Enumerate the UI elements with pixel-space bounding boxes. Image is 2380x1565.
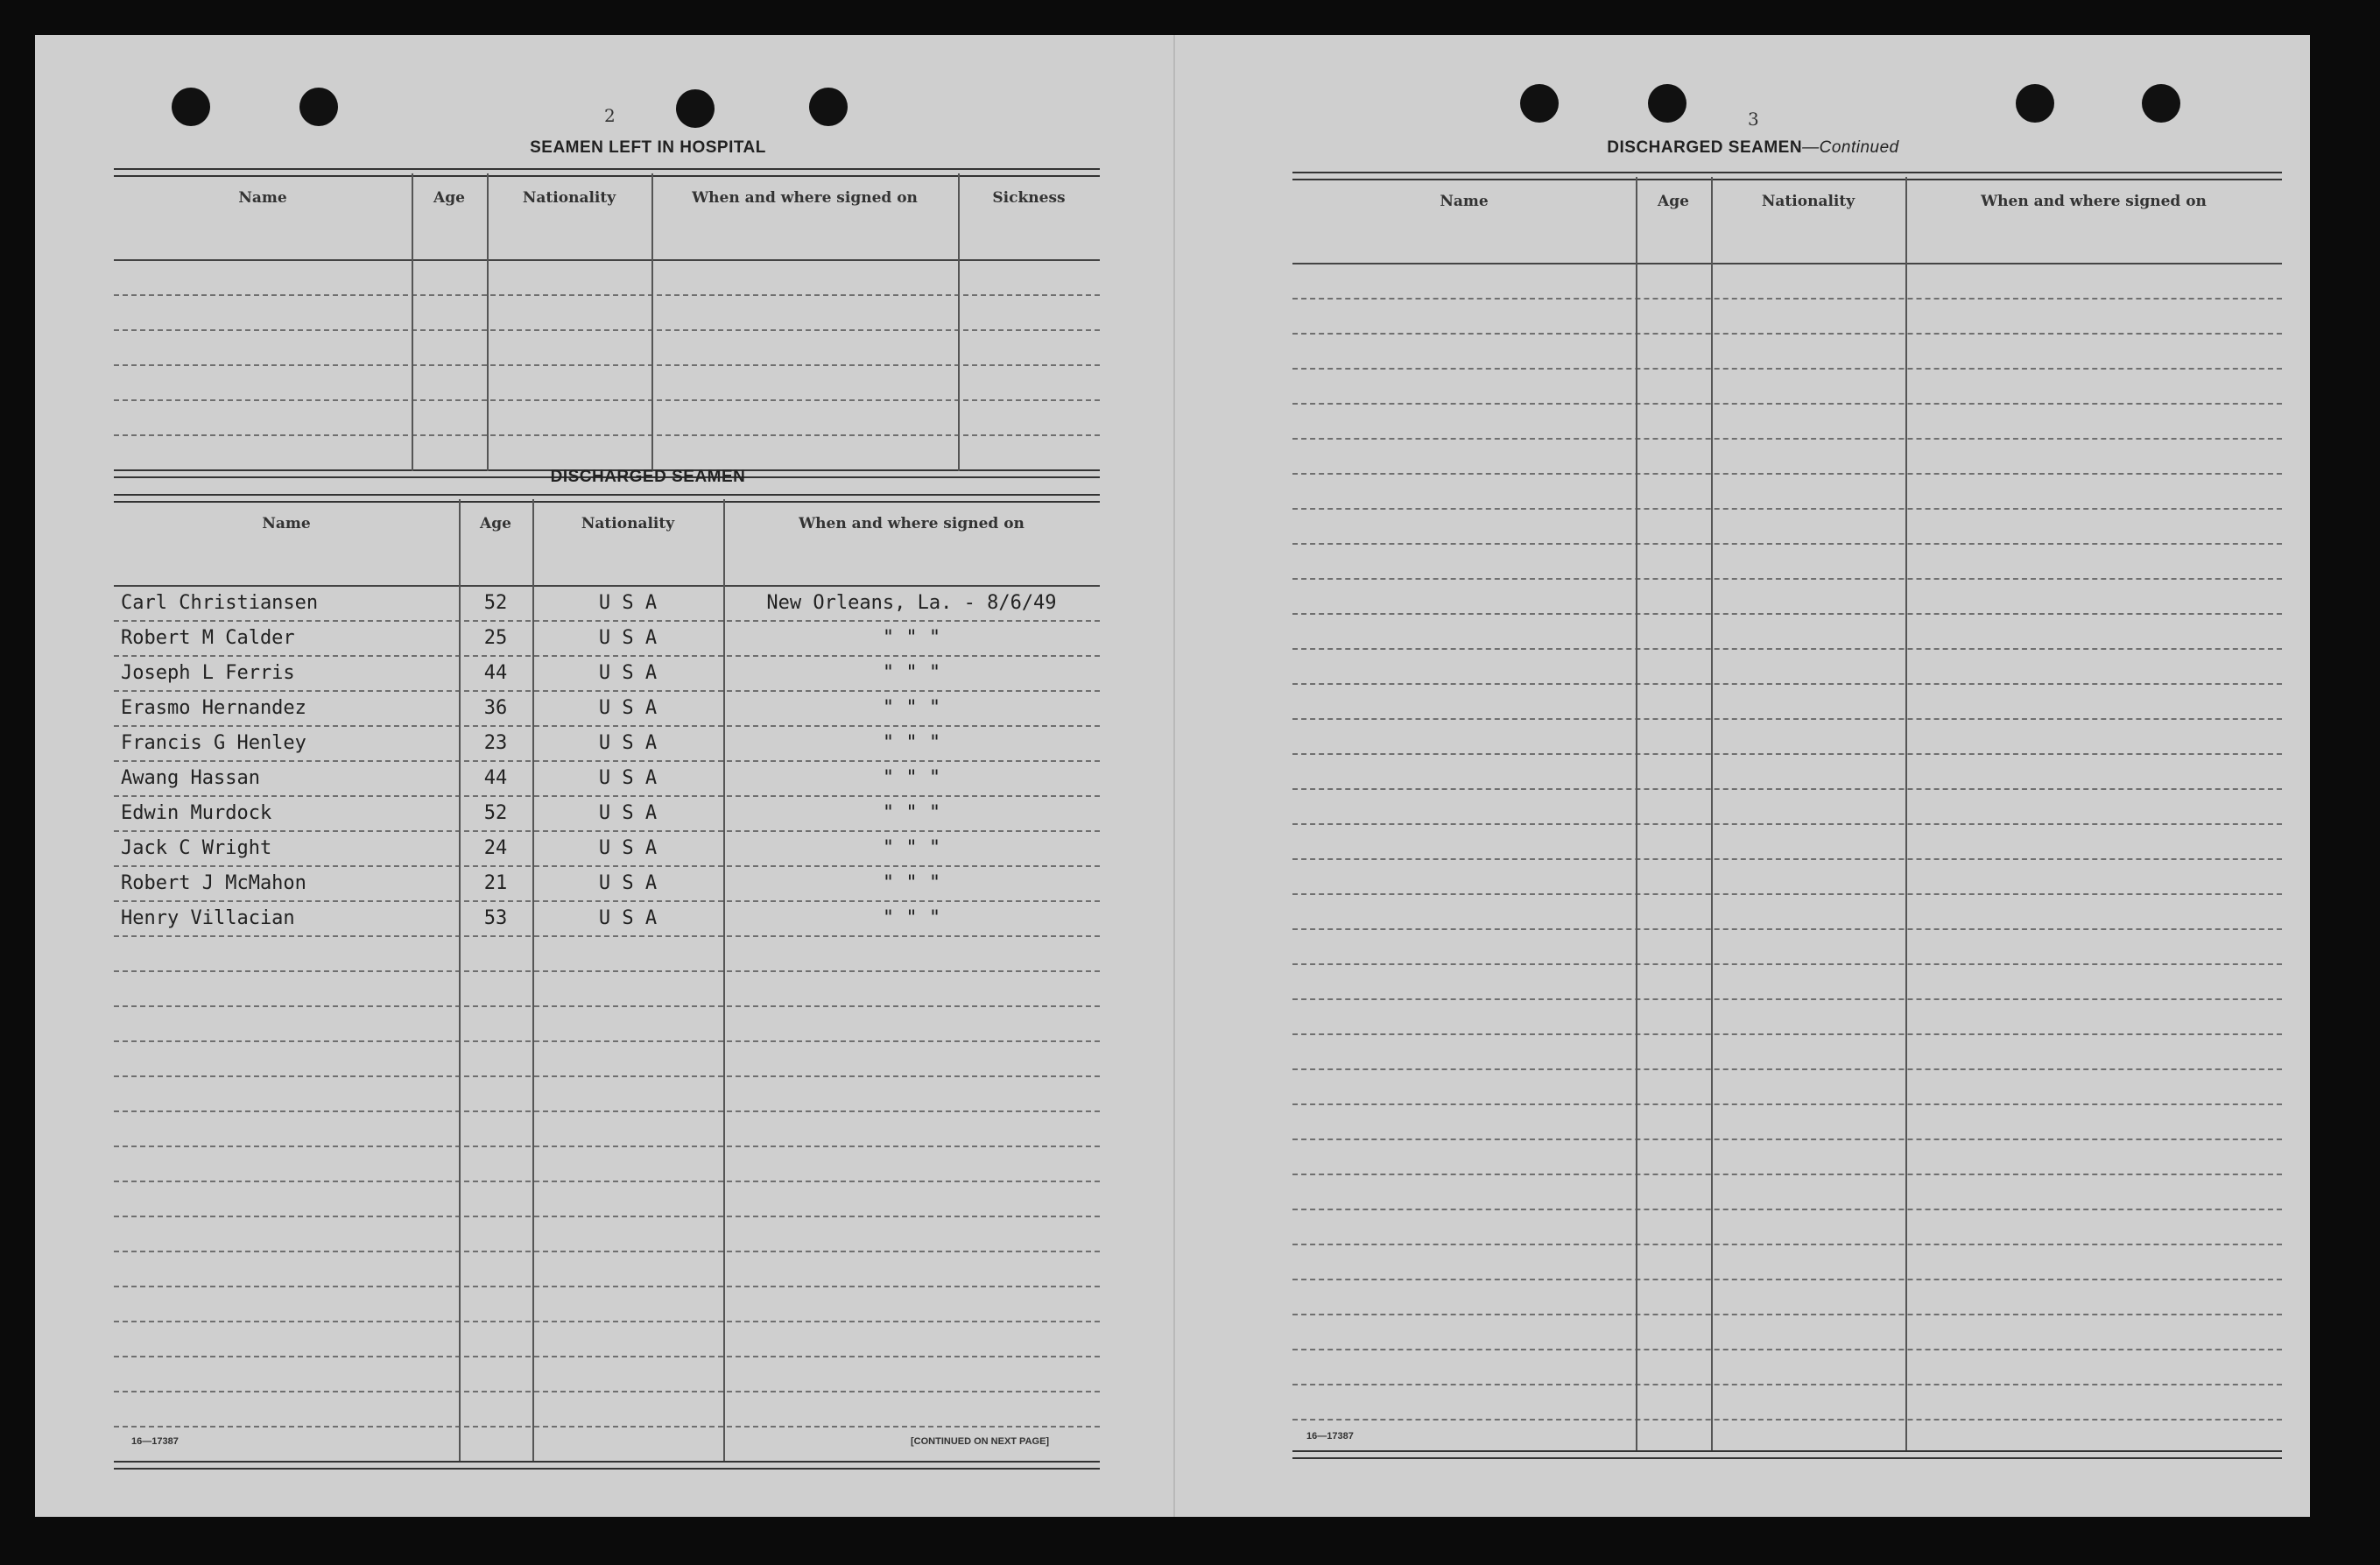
row-rule <box>1292 1244 2282 1245</box>
column-header-nationality: Nationality <box>522 189 616 207</box>
row-rule <box>114 830 1100 832</box>
punch-hole <box>1520 84 1559 123</box>
row-rule <box>1292 508 2282 510</box>
title-main: DISCHARGED SEAMEN <box>1607 138 1803 157</box>
row-rule <box>1292 928 2282 930</box>
seaman-age: 53 <box>483 907 508 929</box>
seaman-nationality: U S A <box>598 732 658 754</box>
punch-hole <box>2142 84 2180 123</box>
column-header-signed-on: When and where signed on <box>692 189 918 207</box>
row-rule <box>114 760 1100 762</box>
document-paper <box>35 35 2310 1517</box>
discharged-continued-table <box>1292 172 2282 1454</box>
row-rule <box>1292 788 2282 790</box>
seaman-signed-on: " " " <box>882 662 941 684</box>
seaman-nationality: U S A <box>598 837 658 859</box>
row-rule <box>114 725 1100 727</box>
row-rule <box>1292 1314 2282 1315</box>
row-rule <box>114 1356 1100 1357</box>
row-rule <box>114 1075 1100 1077</box>
row-rule <box>1292 1209 2282 1210</box>
column-header-signed-on: When and where signed on <box>1981 193 2207 210</box>
title-continued: —Continued <box>1802 138 1899 157</box>
seaman-name: Francis G Henley <box>121 732 306 754</box>
seaman-age: 44 <box>483 767 508 789</box>
row-rule <box>114 795 1100 797</box>
seaman-signed-on: " " " <box>882 767 941 789</box>
page-number: 2 <box>604 105 616 126</box>
column-header-name: Name <box>238 189 287 207</box>
row-rule <box>1292 963 2282 965</box>
right-page <box>1173 35 2312 1517</box>
seaman-signed-on: New Orleans, La. - 8/6/49 <box>766 592 1057 614</box>
page-number: 3 <box>1748 109 1759 130</box>
column-header-sickness: Sickness <box>992 189 1066 207</box>
row-rule <box>1292 858 2282 860</box>
row-rule <box>1292 543 2282 545</box>
row-rule <box>1292 333 2282 335</box>
row-rule <box>114 1146 1100 1147</box>
row-rule <box>114 865 1100 867</box>
row-rule <box>114 655 1100 657</box>
column-header-age: Age <box>433 189 465 207</box>
row-rule <box>114 1286 1100 1287</box>
row-rule <box>1292 893 2282 895</box>
column-header-name: Name <box>1440 193 1489 210</box>
column-header-age: Age <box>1658 193 1689 210</box>
row-rule <box>114 900 1100 902</box>
seaman-name: Joseph L Ferris <box>121 662 295 684</box>
row-rule <box>1292 298 2282 300</box>
row-rule <box>114 1251 1100 1252</box>
row-rule <box>1292 1139 2282 1140</box>
row-rule <box>114 935 1100 937</box>
column-header-nationality: Nationality <box>1761 193 1855 210</box>
row-rule <box>114 1181 1100 1182</box>
row-rule <box>114 620 1100 622</box>
row-rule <box>1292 648 2282 650</box>
punch-hole <box>299 88 338 126</box>
seaman-signed-on: " " " <box>882 907 941 929</box>
row-rule <box>114 1005 1100 1007</box>
row-rule <box>1292 1174 2282 1175</box>
seaman-age: 36 <box>483 697 508 719</box>
seaman-name: Awang Hassan <box>121 767 260 789</box>
seaman-nationality: U S A <box>598 662 658 684</box>
punch-hole <box>2016 84 2054 123</box>
row-rule <box>1292 998 2282 1000</box>
seaman-age: 21 <box>483 872 508 894</box>
row-rule <box>114 1391 1100 1392</box>
hospital-table <box>114 168 1100 476</box>
row-rule <box>1292 753 2282 755</box>
row-rule <box>114 1040 1100 1042</box>
seaman-name: Henry Villacian <box>121 907 295 929</box>
seaman-name: Robert J McMahon <box>121 872 306 894</box>
row-rule <box>114 690 1100 692</box>
row-rule <box>114 1321 1100 1322</box>
row-rule <box>1292 823 2282 825</box>
row-rule <box>1292 1384 2282 1385</box>
seaman-signed-on: " " " <box>882 802 941 824</box>
column-header-nationality: Nationality <box>581 515 675 532</box>
punch-hole <box>1648 84 1686 123</box>
seaman-age: 52 <box>483 592 508 614</box>
seaman-name: Edwin Murdock <box>121 802 272 824</box>
seaman-signed-on: " " " <box>882 872 941 894</box>
row-rule <box>1292 1349 2282 1350</box>
row-rule <box>1292 1279 2282 1280</box>
form-number: 16—17387 <box>131 1436 179 1447</box>
discharged-table <box>114 494 1100 1464</box>
seaman-age: 44 <box>483 662 508 684</box>
row-rule <box>1292 1103 2282 1105</box>
row-rule <box>114 970 1100 972</box>
row-rule <box>1292 438 2282 440</box>
seaman-nationality: U S A <box>598 627 658 649</box>
seaman-signed-on: " " " <box>882 732 941 754</box>
column-header-signed-on: When and where signed on <box>799 515 1025 532</box>
punch-hole <box>809 88 848 126</box>
row-rule <box>1292 613 2282 615</box>
left-page <box>35 35 1173 1517</box>
row-rule <box>114 1216 1100 1217</box>
hospital-section-title: SEAMEN LEFT IN HOSPITAL <box>530 138 766 157</box>
seaman-name: Carl Christiansen <box>121 592 319 614</box>
seaman-age: 52 <box>483 802 508 824</box>
row-rule <box>1292 683 2282 685</box>
column-header-age: Age <box>480 515 511 532</box>
row-rule <box>1292 368 2282 370</box>
row-rule <box>1292 473 2282 475</box>
continued-note: [CONTINUED ON NEXT PAGE] <box>911 1436 1050 1447</box>
seaman-signed-on: " " " <box>882 697 941 719</box>
column-header-name: Name <box>262 515 311 532</box>
seaman-nationality: U S A <box>598 767 658 789</box>
row-rule <box>114 1110 1100 1112</box>
row-rule <box>1292 578 2282 580</box>
seaman-nationality: U S A <box>598 872 658 894</box>
seaman-nationality: U S A <box>598 907 658 929</box>
seaman-name: Robert M Calder <box>121 627 295 649</box>
row-rule <box>1292 1419 2282 1420</box>
seaman-nationality: U S A <box>598 802 658 824</box>
discharged-section-title: DISCHARGED SEAMEN <box>550 468 746 486</box>
seaman-nationality: U S A <box>598 697 658 719</box>
seaman-name: Erasmo Hernandez <box>121 697 306 719</box>
seaman-nationality: U S A <box>598 592 658 614</box>
row-rule <box>1292 403 2282 405</box>
discharged-continued-title <box>1508 138 1998 158</box>
row-rule <box>114 1426 1100 1428</box>
form-number: 16—17387 <box>1306 1431 1354 1442</box>
seaman-age: 23 <box>483 732 508 754</box>
seaman-signed-on: " " " <box>882 837 941 859</box>
punch-hole <box>676 89 715 128</box>
row-rule <box>1292 718 2282 720</box>
row-rule <box>1292 1033 2282 1035</box>
punch-hole <box>172 88 210 126</box>
seaman-signed-on: " " " <box>882 627 941 649</box>
row-rule <box>1292 1068 2282 1070</box>
seaman-age: 25 <box>483 627 508 649</box>
seaman-name: Jack C Wright <box>121 837 272 859</box>
seaman-age: 24 <box>483 837 508 859</box>
